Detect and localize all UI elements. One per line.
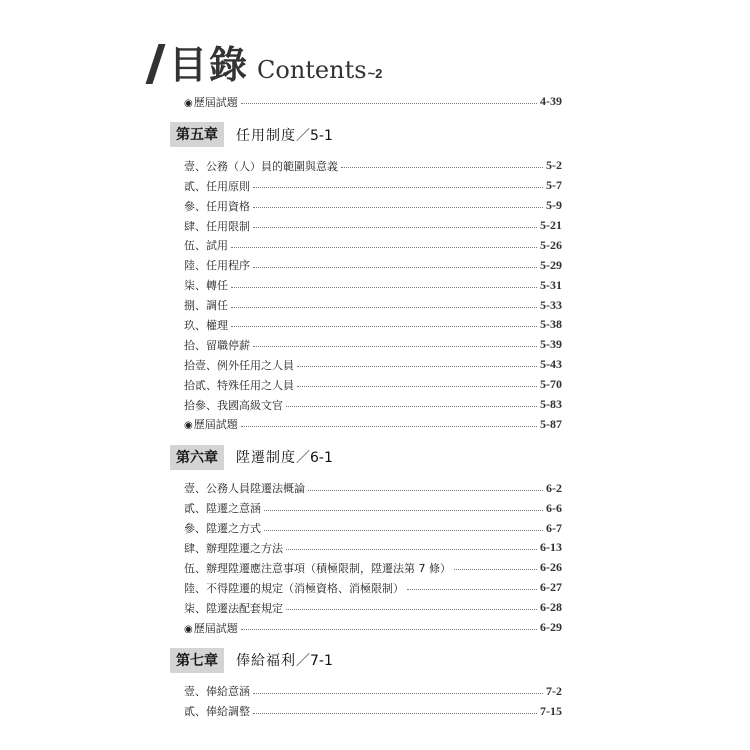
toc-entry-label: 壹、公務（人）員的範圍與意義	[184, 159, 338, 173]
toc-entry[interactable]	[170, 196, 562, 216]
toc-entry-page: 6-26	[540, 560, 562, 575]
toc-entry-label: 拾貳、特殊任用之人員	[184, 378, 294, 392]
toc-entry-label: 陸、任用程序	[184, 259, 250, 273]
toc-entry-past-exams[interactable]	[170, 92, 562, 112]
toc-entry-page: 7-2	[546, 683, 562, 698]
toc-entry-page: 5-7	[546, 178, 562, 193]
toc-entry-page: 5-33	[540, 297, 562, 312]
dot-leader	[286, 406, 537, 407]
chapter-number: 第七章	[170, 648, 224, 673]
toc-entry[interactable]	[170, 498, 562, 518]
toc-entry-label: 參、任用資格	[184, 199, 250, 213]
dot-leader	[231, 326, 537, 327]
toc-entry-label: 捌、調任	[184, 299, 228, 313]
dot-leader	[241, 629, 537, 630]
toc-entry-page: 6-13	[540, 540, 562, 555]
chapter-title: 任用制度	[236, 127, 296, 144]
toc-entry-page: 6-6	[546, 500, 562, 515]
toc-entry[interactable]	[170, 216, 562, 236]
dot-leader	[241, 103, 537, 104]
toc-entry-page: 6-7	[546, 520, 562, 535]
dot-leader	[407, 589, 537, 590]
toc-entry-label: ◉ 歷屆試題	[184, 620, 238, 636]
chapter-heading-7[interactable]	[170, 647, 562, 673]
toc-entry-label: 壹、公務人員陞遷法概論	[184, 482, 305, 496]
toc-entry[interactable]	[170, 156, 562, 176]
toc-entry-label: 拾壹、例外任用之人員	[184, 358, 294, 372]
dot-leader	[253, 227, 537, 228]
toc-entry[interactable]	[170, 558, 562, 578]
toc-entry-page: 5-26	[540, 237, 562, 252]
toc-entry[interactable]	[170, 395, 562, 415]
chapter-page: ／6-1	[296, 450, 333, 467]
toc-entry[interactable]	[170, 701, 562, 721]
toc-entry-page: 5-29	[540, 257, 562, 272]
dot-leader	[253, 267, 537, 268]
toc-entry-label: 陸、不得陞遷的規定（消極資格、消極限制）	[184, 581, 404, 595]
dot-leader	[264, 530, 543, 531]
toc-entry-past-exams[interactable]	[170, 618, 562, 638]
toc-entry-label: 肆、辦理陞遷之方法	[184, 541, 283, 555]
toc-entry-label: 伍、辦理陞遷應注意事項（積極限制，陞遷法第 7 條）	[184, 561, 451, 575]
page-title-english: Contents	[257, 56, 367, 84]
toc-entry[interactable]	[170, 538, 562, 558]
toc-entry-page: 5-83	[540, 397, 562, 412]
toc-entry[interactable]	[170, 375, 562, 395]
toc-entry[interactable]	[170, 176, 562, 196]
toc-entry[interactable]	[170, 335, 562, 355]
toc-entry-page: 4-39	[540, 94, 562, 109]
toc-entry[interactable]	[170, 355, 562, 375]
toc-entry-label: 壹、俸給意涵	[184, 685, 250, 699]
toc-entry-page: 5-2	[546, 158, 562, 173]
toc-entry-page: 6-2	[546, 480, 562, 495]
table-of-contents	[170, 92, 562, 721]
toc-entry[interactable]	[170, 235, 562, 255]
toc-entry[interactable]	[170, 315, 562, 335]
toc-entry[interactable]	[170, 681, 562, 701]
toc-entry[interactable]	[170, 255, 562, 275]
chapter-number: 第六章	[170, 445, 224, 470]
toc-entry-label: ◉ 歷屆試題	[184, 416, 238, 432]
page-title: 目錄	[169, 42, 250, 87]
toc-entry-page: 5-9	[546, 198, 562, 213]
chapter-heading-6[interactable]	[170, 444, 562, 470]
dot-leader	[253, 693, 543, 694]
chapter-page: ／5-1	[296, 127, 333, 144]
toc-entry-page: 5-87	[540, 416, 562, 431]
toc-entry-label: 玖、權理	[184, 318, 228, 332]
dot-leader	[253, 713, 537, 714]
toc-entry-label: 拾參、我國高級文官	[184, 398, 283, 412]
toc-entry-page: 6-29	[540, 620, 562, 635]
toc-entry-page: 6-28	[540, 600, 562, 615]
toc-entry[interactable]	[170, 295, 562, 315]
chapter-number: 第五章	[170, 122, 224, 147]
toc-entry-label: 肆、任用限制	[184, 219, 250, 233]
toc-entry-page: 7-15	[540, 703, 562, 718]
chapter-page: ／7-1	[296, 653, 333, 670]
toc-entry-page: 5-31	[540, 277, 562, 292]
dot-leader	[454, 569, 537, 570]
toc-entry[interactable]	[170, 518, 562, 538]
chapter-title: 陞遷制度	[236, 450, 296, 467]
toc-entry-label: 貳、俸給調整	[184, 705, 250, 719]
dot-leader	[341, 167, 543, 168]
toc-entry[interactable]	[170, 598, 562, 618]
chapter-heading-5[interactable]	[170, 122, 562, 148]
dot-leader	[308, 490, 543, 491]
toc-entry-label: 柒、陞遷法配套規定	[184, 601, 283, 615]
dot-leader	[231, 287, 537, 288]
toc-entry-page: 5-39	[540, 337, 562, 352]
toc-entry[interactable]	[170, 478, 562, 498]
toc-entry[interactable]	[170, 578, 562, 598]
page-number: ~2	[367, 66, 383, 81]
dot-leader	[253, 207, 543, 208]
dot-leader	[286, 549, 537, 550]
dot-leader	[231, 307, 537, 308]
toc-entry[interactable]	[170, 275, 562, 295]
toc-entry-page: 5-21	[540, 218, 562, 232]
contents-header	[152, 34, 382, 90]
toc-entry-label: 貳、任用原則	[184, 179, 250, 193]
toc-entry-label: 參、陞遷之方式	[184, 522, 261, 536]
toc-entry-page: 5-70	[540, 377, 562, 392]
toc-entry-label: 貳、陞遷之意涵	[184, 502, 261, 516]
toc-entry-page: 6-27	[540, 580, 562, 595]
dot-leader	[297, 366, 537, 367]
dot-leader	[297, 386, 537, 387]
dot-leader	[253, 187, 543, 188]
toc-entry-label: 伍、試用	[184, 239, 228, 253]
dot-leader	[241, 426, 537, 427]
toc-entry-page: 5-38	[540, 317, 562, 332]
toc-entry-page: 5-43	[540, 357, 562, 372]
dot-leader	[286, 609, 537, 610]
toc-entry-label: 拾、留職停薪	[184, 338, 250, 352]
dot-leader	[264, 510, 543, 511]
dot-leader	[231, 247, 537, 248]
chapter-title: 俸給福利	[236, 653, 296, 670]
header-slash-decoration	[146, 44, 166, 84]
toc-entry-label: ◉ 歷屆試題	[184, 94, 238, 110]
dot-leader	[253, 346, 537, 347]
toc-entry-past-exams[interactable]	[170, 414, 562, 434]
toc-entry-label: 柒、轉任	[184, 279, 228, 293]
